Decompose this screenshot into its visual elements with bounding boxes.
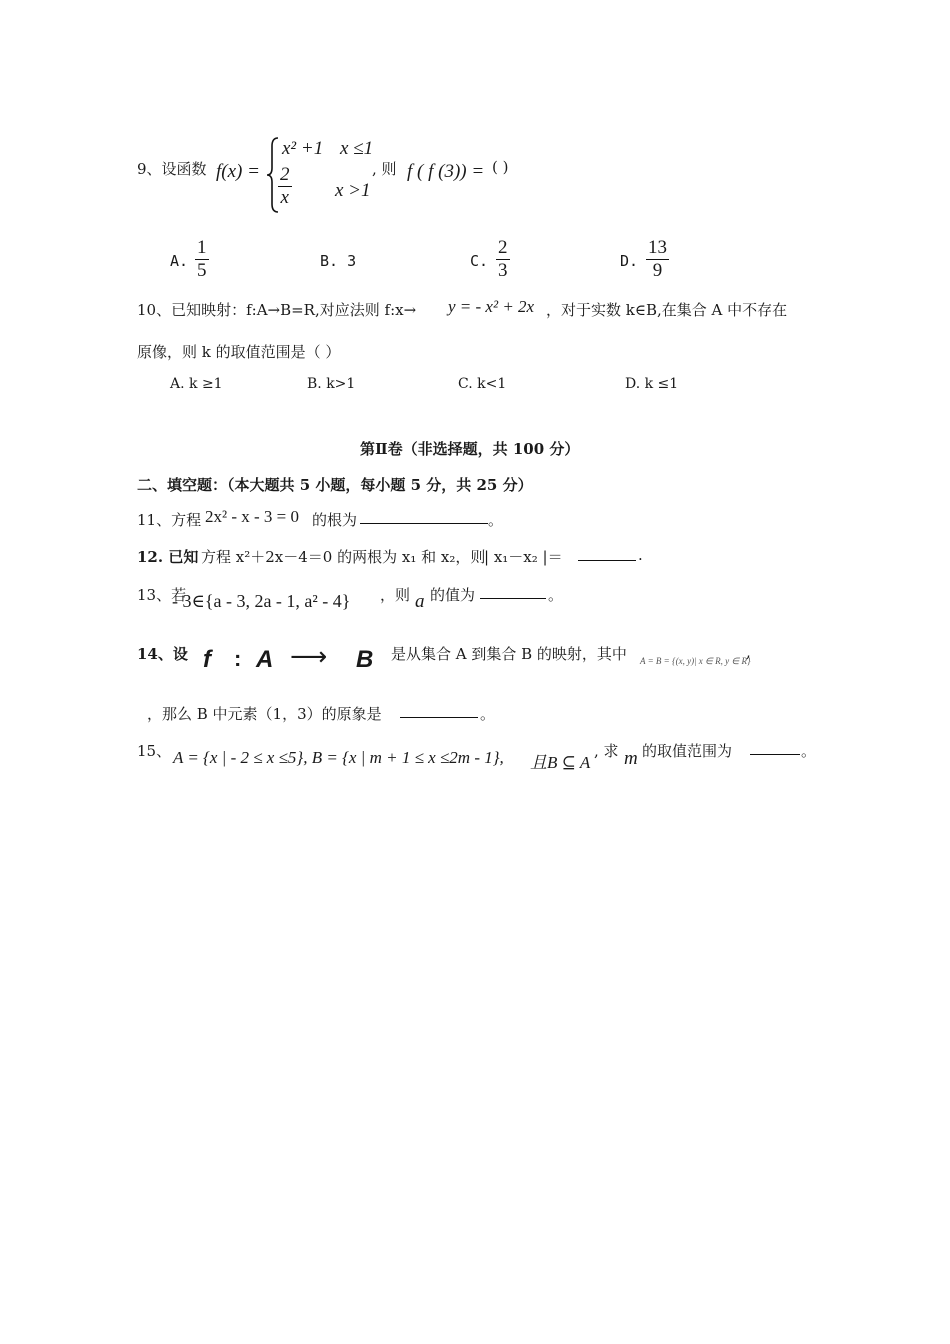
q9-case1-cond: x ≤1 — [340, 138, 374, 159]
q9-option-b: B. 3 — [320, 252, 357, 270]
q11-answer-blank[interactable] — [360, 509, 488, 524]
q15-suffix: 的取值范围为 — [642, 742, 733, 760]
q9-option-d-den: 9 — [652, 260, 663, 281]
q9-option-a-frac — [195, 237, 209, 282]
q9-case2-den: x — [280, 187, 289, 208]
q9-option-d-label: D. — [620, 252, 639, 270]
q12-prefix: 12. 已知 — [137, 548, 199, 566]
q13-prefix: 13、若 — [137, 586, 187, 604]
q9-option-c-frac — [496, 237, 510, 282]
q14-small-set: A = B = {(x, y)| x ∈ R, y ∈ R} — [640, 656, 751, 666]
q10-line1-expr: y = - x² + 2x — [448, 297, 535, 316]
q14-map-a: A — [256, 646, 274, 673]
section2-title: 二、填空题：（本大题共 5 小题，每小题 5 分，共 25 分） — [137, 476, 533, 494]
q14-text: 是从集合 A 到集合 B 的映射，其中 — [391, 645, 627, 663]
q15-expression: A = {x | - 2 ≤ x ≤5}, B = {x | m + 1 ≤ x ≤2m - 1}, — [173, 748, 504, 767]
q13-answer-blank[interactable] — [480, 584, 546, 599]
q10-option-d: D. k ≤1 — [625, 376, 679, 392]
q9-stem: 9、设函数 — [137, 160, 207, 178]
q9-case2-num: 2 — [280, 164, 290, 185]
q14-map-colon: : — [234, 646, 242, 671]
q14-map-f: f — [203, 646, 211, 673]
q15-end: 。 — [801, 742, 817, 760]
q14-map-b: B — [356, 646, 374, 673]
q13-end: 。 — [548, 586, 564, 604]
q9-option-c-num: 2 — [498, 237, 508, 258]
q9-answer-paren: ( ) — [492, 158, 509, 176]
q13-mid: ，则 — [380, 586, 411, 604]
q10-line2: 原像，则 k 的取值范围是（ ） — [137, 343, 341, 361]
q9-case2-cond: x >1 — [335, 180, 371, 201]
q15-answer-blank[interactable] — [750, 740, 800, 755]
q14-prefix: 14、设 — [137, 645, 188, 663]
q9-option-c-den: 3 — [498, 260, 508, 281]
q10-option-b: B. k>1 — [307, 376, 356, 392]
q10-option-a: A. k ≥1 — [170, 376, 223, 392]
q10-line1-b: ，对于实数 k∈B,在集合 A 中不存在 — [546, 301, 788, 319]
q14-comma: , — [746, 643, 751, 661]
q14-end: 。 — [480, 705, 496, 723]
q12-answer-blank[interactable] — [578, 546, 636, 561]
q14-answer-blank[interactable] — [400, 703, 478, 718]
q12-end: . — [638, 546, 643, 564]
q12-text: 方程 x²＋2x－4＝0 的两根为 x₁ 和 x₂，则 — [201, 548, 486, 566]
q15-prefix: 15、 — [137, 742, 172, 760]
q11-suffix: 的根为 — [312, 511, 358, 529]
q9-option-a-num: 1 — [197, 237, 207, 258]
part2-title: 第Ⅱ卷（非选择题，共 100 分） — [360, 440, 580, 458]
q14-map-arrow: ⟶ — [290, 642, 328, 672]
q13-var: a — [415, 591, 425, 612]
q13-suffix: 的值为 — [430, 586, 476, 604]
q9-ffx: f ( f (3)) = — [407, 161, 485, 182]
q10-option-c: C. k<1 — [458, 376, 507, 392]
q9-fx: f(x) = — [216, 161, 260, 182]
q12-abs-expr: | x₁－x₂ |＝ — [484, 548, 563, 566]
q9-case2-frac — [278, 164, 292, 209]
q9-option-c-label: C. — [470, 252, 489, 270]
q11-end: 。 — [488, 511, 504, 529]
q9-case1-expr: x² +1 — [282, 138, 324, 159]
q9-option-d-frac — [646, 237, 669, 282]
q14-line2: ，那么 B 中元素（1，3）的原象是 — [147, 705, 382, 723]
q10-line1-a: 10、已知映射：f:A→B=R,对应法则 f:x→ — [137, 301, 417, 319]
q9-option-d-num: 13 — [648, 237, 667, 258]
q11-prefix: 11、方程 — [137, 511, 202, 529]
q11-equation: 2x² - x - 3 = 0 — [205, 507, 300, 526]
q9-then: , 则 — [372, 160, 397, 178]
q13-expression: - 3∈{a - 3, 2a - 1, a² - 4} — [172, 591, 351, 611]
q9-option-a-den: 5 — [197, 260, 207, 281]
q15-mid: , 求 — [594, 742, 619, 760]
q9-option-a-label: A. — [170, 252, 189, 270]
q15-var: m — [624, 748, 638, 769]
q15-condition: 且B ⊆ A — [530, 753, 591, 772]
